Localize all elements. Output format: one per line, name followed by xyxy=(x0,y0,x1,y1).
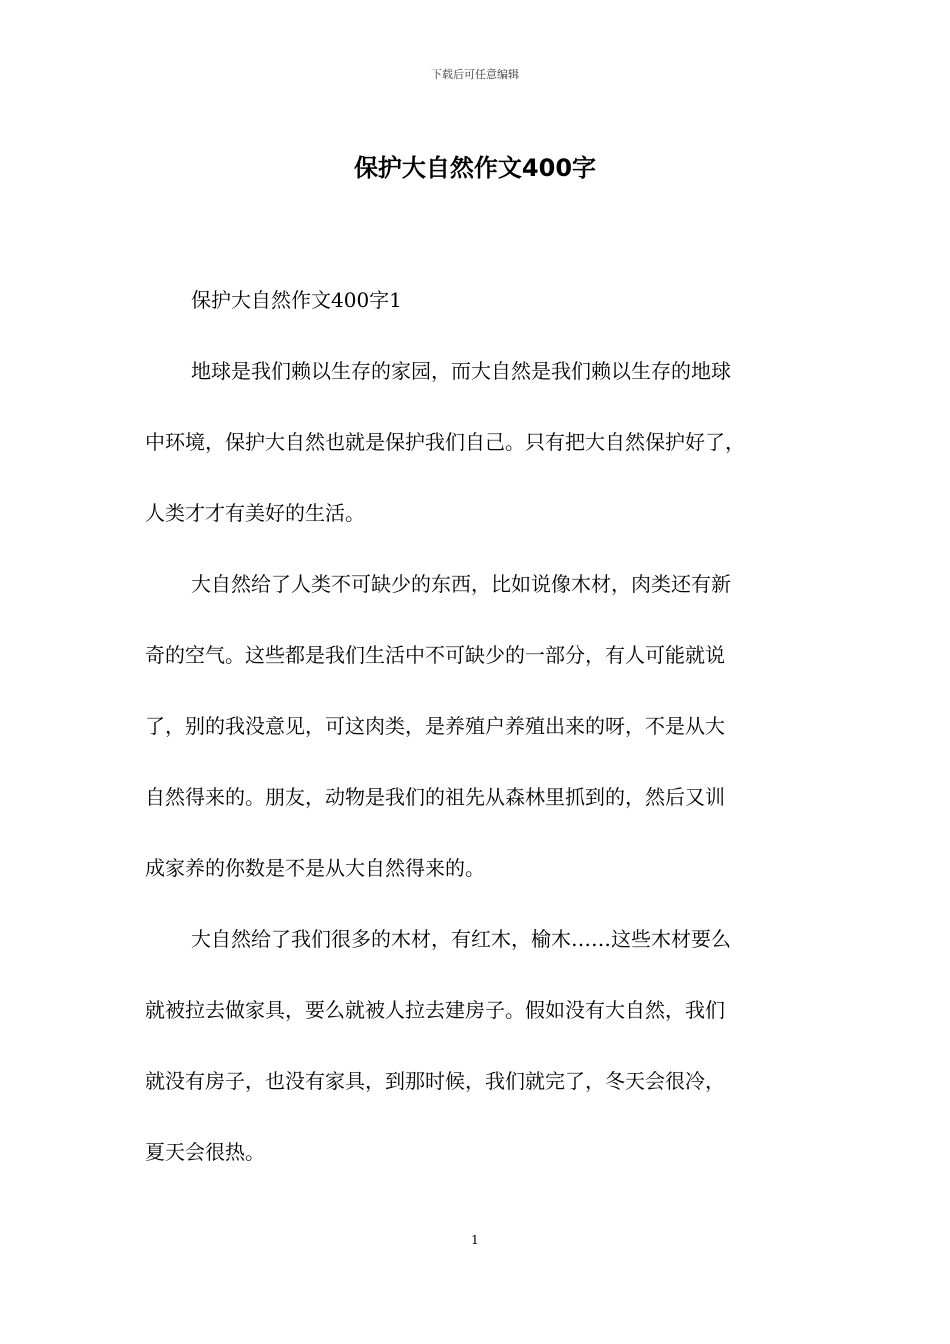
header-note: 下载后可任意编辑 xyxy=(431,68,519,81)
line-spacer xyxy=(145,1100,825,1133)
line-spacer xyxy=(145,958,825,991)
document-body xyxy=(145,281,825,1171)
line-spacer xyxy=(145,1029,825,1062)
page-number: 1 xyxy=(471,1233,479,1247)
line-spacer xyxy=(145,461,825,494)
paragraph-spacer xyxy=(145,887,825,920)
paragraph-line: 地球是我们赖以生存的家园，而大自然是我们赖以生存的地球 xyxy=(191,359,731,383)
paragraph-line: 夏天会很热。 xyxy=(145,1140,265,1164)
line-spacer xyxy=(145,674,825,707)
paragraph-spacer xyxy=(145,532,825,565)
document-title: 保护大自然作文400字 xyxy=(353,154,597,182)
paragraph-spacer xyxy=(145,319,825,352)
line-spacer xyxy=(145,745,825,778)
line-spacer xyxy=(145,390,825,423)
line-spacer xyxy=(145,816,825,849)
paragraph-line: 中环境，保护大自然也就是保护我们自己。只有把大自然保护好了， xyxy=(145,430,745,454)
paragraph-2 xyxy=(145,565,825,887)
section-heading-text: 保护大自然作文400字1 xyxy=(191,288,402,312)
paragraph-line: 奇的空气。这些都是我们生活中不可缺少的一部分，有人可能就说 xyxy=(145,643,725,667)
paragraph-line: 大自然给了我们很多的木材，有红木，榆木……这些木材要么 xyxy=(191,927,731,951)
paragraph-3 xyxy=(145,920,825,1171)
paragraph-line: 大自然给了人类不可缺少的东西，比如说像木材，肉类还有新 xyxy=(191,572,731,596)
line-spacer xyxy=(145,603,825,636)
paragraph-line: 人类才才有美好的生活。 xyxy=(145,501,365,525)
paragraph-line: 就被拉去做家具，要么就被人拉去建房子。假如没有大自然，我们 xyxy=(145,998,725,1022)
paragraph-1 xyxy=(145,352,825,532)
paragraph-line: 成家养的你数是不是从大自然得来的。 xyxy=(145,856,485,880)
paragraph-line: 自然得来的。朋友，动物是我们的祖先从森林里抓到的，然后又训 xyxy=(145,785,725,809)
paragraph-line: 了，别的我没意见，可这肉类，是养殖户养殖出来的呀，不是从大 xyxy=(145,714,725,738)
paragraph-line: 就没有房子，也没有家具，到那时候，我们就完了，冬天会很冷， xyxy=(145,1069,725,1093)
section-heading xyxy=(145,281,825,319)
